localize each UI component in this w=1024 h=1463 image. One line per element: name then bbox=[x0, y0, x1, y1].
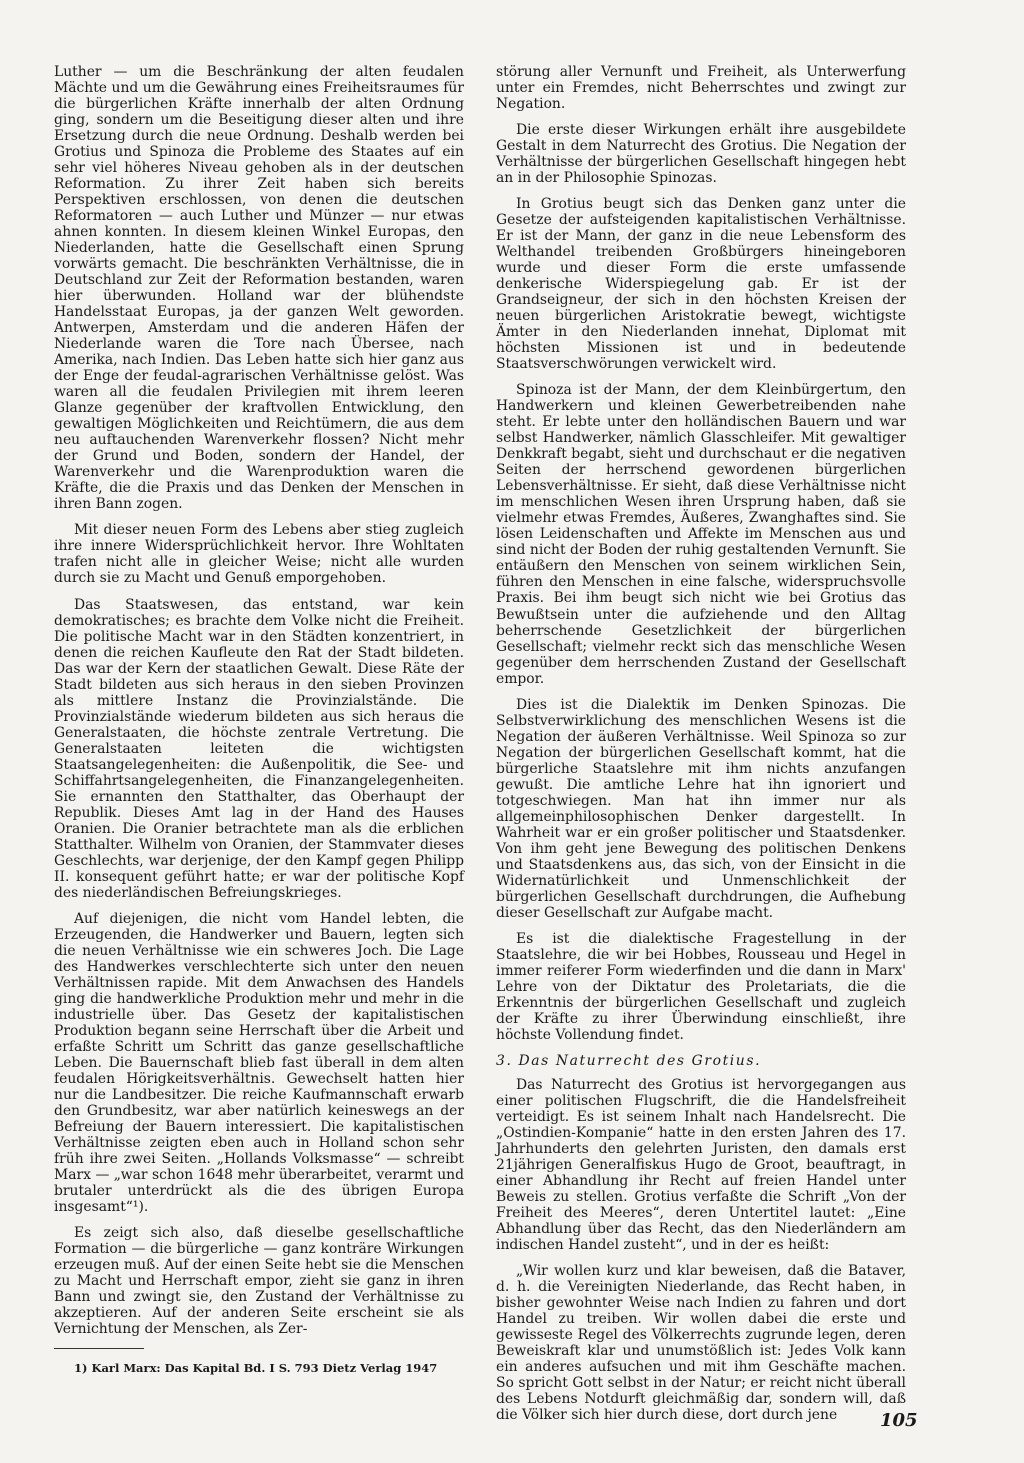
right-column bbox=[496, 64, 906, 1423]
paragraph: Das Staatswesen, das entstand, war kein demokratisches; es brachte dem Volke nicht die Freiheit. Die politische Macht war in den Städten konzentriert, in denen die reichen Kaufleute den Rat der Stadt bildeten. Das war der Kern der staatlichen Gewalt. Diese Räte der Stadt bildeten aus sich heraus in den sieben Provinzen als mittlere Instanz die Provinzialstände. Die Provinzialstände wiederum bildeten aus sich heraus die Generalstaaten, die höchste zentrale Vertretung. Die Generalstaaten leiteten die wichtigsten Staatsangelegenheiten: die Außenpolitik, die See- und Schiffahrtsangelegenheiten, die Finanzangelegenheiten. Sie ernannten den Statthalter, das Oberhaupt der Republik. Dieses Amt lag in der Hand des Hauses Oranien. Die Oranier betrachtete man als die erblichen Statthalter. Wilhelm von Oranien, der Stammvater dieses Geschlechts, war derjenige, der den Kampf gegen Philipp II. konsequent geführt hatte; er war der politische Kopf des niederländischen Befreiungskrieges. bbox=[54, 596, 464, 901]
paragraph: Es ist die dialektische Fragestellung in der Staatslehre, die wir bei Hobbes, Rousseau und Hegel in immer reiferer Form wiederfinden und die dann in Marx' Lehre von der Diktatur des Proletariats, die die Erkenntnis der bürgerlichen Gesellschaft und zugleich der Kräfte zu ihrer Überwindung einschließt, ihre höchste Vollendung findet. bbox=[496, 930, 906, 1043]
paragraph: Spinoza ist der Mann, der dem Kleinbürgertum, den Handwerkern und kleinen Gewerbetreibenden nahe steht. Er lebte unter den holländischen Bauern und war selbst Handwerker, nämlich Glasschleifer. Mit gewaltiger Denkkraft begabt, sieht und durchschaut er die negativen Seiten der herrschend gewordenen bürgerlichen Lebensverhältnisse. Er sieht, daß diese Verhältnisse nicht im menschlichen Wesen ihren Ursprung haben, daß sie vielmehr etwas Fremdes, Äußeres, Zwanghaftes sind. Sie lösen Leidenschaften und Affekte im Menschen aus und sind nicht der Boden der ruhig gestaltenden Vernunft. Sie entäußern den Menschen von seinem wirklichen Sein, führen den Menschen in eine falsche, widerspruchsvolle Praxis. Bei ihm beugt sich nicht wie bei Grotius das Bewußtsein unter die aufziehende und den Alltag beherrschende Gesetzlichkeit der bürgerlichen Gesellschaft; vielmehr reckt sich das menschliche Wesen gegenüber dem herrschenden Zustand der Gesellschaft empor. bbox=[496, 382, 906, 687]
paragraph: Dies ist die Dialektik im Denken Spinozas. Die Selbstverwirklichung des menschlichen Wesens ist die Negation der äußeren Verhältnisse. Weil Spinoza so zur Negation der bürgerlichen Gesellschaft kommt, hat die bürgerliche Staatslehre mit ihm nichts anzufangen gewußt. Die amtliche Lehre hat ihn ignoriert und totgeschwiegen. Man hat ihn immer nur als allgemeinphilosophischen Denker dargestellt. In Wahrheit war er ein großer politischer und Staatsdenker. Von ihm geht jene Bewegung des politischen Denkens und Staatsdenkens aus, das sich, von der Einsicht in die Widernatürlichkeit und Unmenschlichkeit der bürgerlichen Gesellschaft durchdrungen, die Aufhebung dieser Gesellschaft zur Aufgabe macht. bbox=[496, 696, 906, 921]
paragraph: Die erste dieser Wirkungen erhält ihre ausgebildete Gestalt in dem Naturrecht des Grotius. Die Negation der Verhältnisse der bürgerlichen Gesellschaft hingegen hebt an in der Philosophie Spinozas. bbox=[496, 122, 906, 187]
block-quote: „Wir wollen kurz und klar beweisen, daß die Bataver, d. h. die Vereinigten Niederlande, das Recht haben, in bisher gewohnter Weise nach Indien zu fahren und dort Handel zu treiben. Wir wollen dabei die erste und gewisseste Regel des Völkerrechts zugrunde legen, deren Beweiskraft klar und unumstößlich ist: Jedes Volk kann ein anderes aufsuchen und mit ihm Geschäfte machen. So spricht Gott selbst in der Natur; er reicht nicht überall des Lebens Notdurft gleichmäßig dar, sondern will, daß die Völker sich hier durch diese, dort durch jene bbox=[496, 1263, 906, 1424]
paragraph: Mit dieser neuen Form des Lebens aber stieg zugleich ihre innere Widersprüchlichkeit hervor. Ihre Wohltaten trafen nicht alle in gleicher Weise; nicht alle wurden durch sie zu Macht und Genuß emporgehoben. bbox=[54, 522, 464, 587]
paragraph: störung aller Vernunft und Freiheit, als Unterwerfung unter ein Fremdes, nicht Beherrschtes und zwingt zur Negation. bbox=[496, 64, 906, 113]
footnote-rule bbox=[54, 1348, 144, 1349]
left-column bbox=[54, 64, 464, 1337]
paragraph: Das Naturrecht des Grotius ist hervorgegangen aus einer politischen Flugschrift, die die Handelsfreiheit verteidigt. Es ist seinem Inhalt nach Handelsrecht. Die „Ostindien-Kompanie“ hatte in den ersten Jahren des 17. Jahrhunderts den gelehrten Juristen, den damals erst 21jährigen Generalfiskus Hugo de Groot, beauftragt, in einer Abhandlung ihr Recht auf freien Handel unter Beweis zu stellen. Grotius verfaßte die Schrift „Von der Freiheit des Meeres“, deren Untertitel lautet: „Eine Abhandlung über das Recht, das den Niederländern am indischen Handel zusteht“, und in der es heißt: bbox=[496, 1076, 906, 1254]
paragraph: Luther — um die Beschränkung der alten feudalen Mächte und um die Gewährung eines Freiheitsraumes für die bürgerlichen Kräfte innerhalb der alten Ordnung ging, sondern um die Beseitigung dieser alten und ihre Ersetzung durch die neue Ordnung. Deshalb werden bei Grotius und Spinoza die Probleme des Staates auf ein sehr viel höheres Niveau gehoben als in der deutschen Reformation. Zu ihrer Zeit haben sich bereits Perspektiven erschlossen, von denen die deutschen Reformatoren — auch Luther und Münzer — nur etwas ahnen konnten. In diesem kleinen Winkel Europas, den Niederlanden, hatte die Gesellschaft einen Sprung vorwärts gemacht. Die beschränkten Verhältnisse, die in Deutschland zur Zeit der Reformation bestanden, waren hier überwunden. Holland war der blühendste Handelsstaat Europas, ja der ganzen Welt geworden. Antwerpen, Amsterdam und die anderen Häfen der Niederlande waren die Tore nach Übersee, nach Amerika, nach Indien. Das Leben hatte sich hier ganz aus der Enge der feudal-agrarischen Verhältnisse gelöst. Was waren all die feudalen Privilegien mit ihrem leeren Glanze gegenüber der kraftvollen Entwicklung, den gewaltigen Möglichkeiten und Reichtümern, die aus dem neu auftauchenden Warenverkehr flossen? Nicht mehr der Grund und Boden, sondern der Handel, der Warenverkehr und die Warenproduktion waren die Kräfte, die die Praxis und das Denken der Menschen in ihren Bann zogen. bbox=[54, 64, 464, 513]
paragraph: Auf diejenigen, die nicht vom Handel lebten, die Erzeugenden, die Handwerker und Bauern, legten sich die neuen Verhältnisse wie ein schweres Joch. Die Lage des Handwerkes verschlechterte sich unter den neuen Verhältnissen rapide. Mit dem Anwachsen des Handels ging die handwerkliche Produktion mehr und mehr in die industrielle über. Das Gesetz der kapitalistischen Produktion begann seine Herrschaft über die Arbeit und erfaßte Schritt um Schritt das ganze gesellschaftliche Leben. Die Bauernschaft blieb fast überall in dem alten feudalen Hörigkeitsverhältnis. Gewechselt hatten hier nur die Landbesitzer. Die reiche Kaufmannschaft erwarb den Grundbesitz, war aber natürlich keineswegs an der Befreiung der Bauern interessiert. Die kapitalistischen Verhältnisse zeigten eben auch in Holland schon sehr früh ihre zwei Seiten. „Hollands Volksmasse“ — schreibt Marx — „war schon 1648 mehr überarbeitet, verarmt und brutaler unterdrückt als die des übrigen Europa insgesamt“¹). bbox=[54, 910, 464, 1216]
page-number: 105 bbox=[880, 1410, 918, 1431]
footnote: 1) Karl Marx: Das Kapital Bd. I S. 793 Dietz Verlag 1947 bbox=[74, 1361, 438, 1375]
paragraph: Es zeigt sich also, daß dieselbe gesellschaftliche Formation — die bürgerliche — ganz konträre Wirkungen erzeugen muß. Auf der einen Seite hebt sie die Menschen zu Macht und Herrschaft empor, zieht sie ganz in ihren Bann und zwingt sie, den Zustand der Verhältnisse zu akzeptieren. Auf der anderen Seite erscheint sie als Vernichtung der Menschen, als Zer- bbox=[54, 1225, 464, 1338]
paragraph: In Grotius beugt sich das Denken ganz unter die Gesetze der aufsteigenden kapitalistischen Verhältnisse. Er ist der Mann, der ganz in die neue Lebensform des Welthandel treibenden Großbürgers hineingeboren wurde und dieser Form die erste umfassende denkerische Widerspiegelung gab. Er ist der Grandseigneur, der sich in den höchsten Kreisen der neuen bürgerlichen Aristokratie bewegt, wichtigste Ämter in den Niederlanden innehat, Diplomat mit höchsten Missionen ist und in bedeutende Staatsverschwörungen verwickelt wird. bbox=[496, 196, 906, 373]
section-heading: 3. Das Naturrecht des Grotius. bbox=[496, 1052, 762, 1069]
